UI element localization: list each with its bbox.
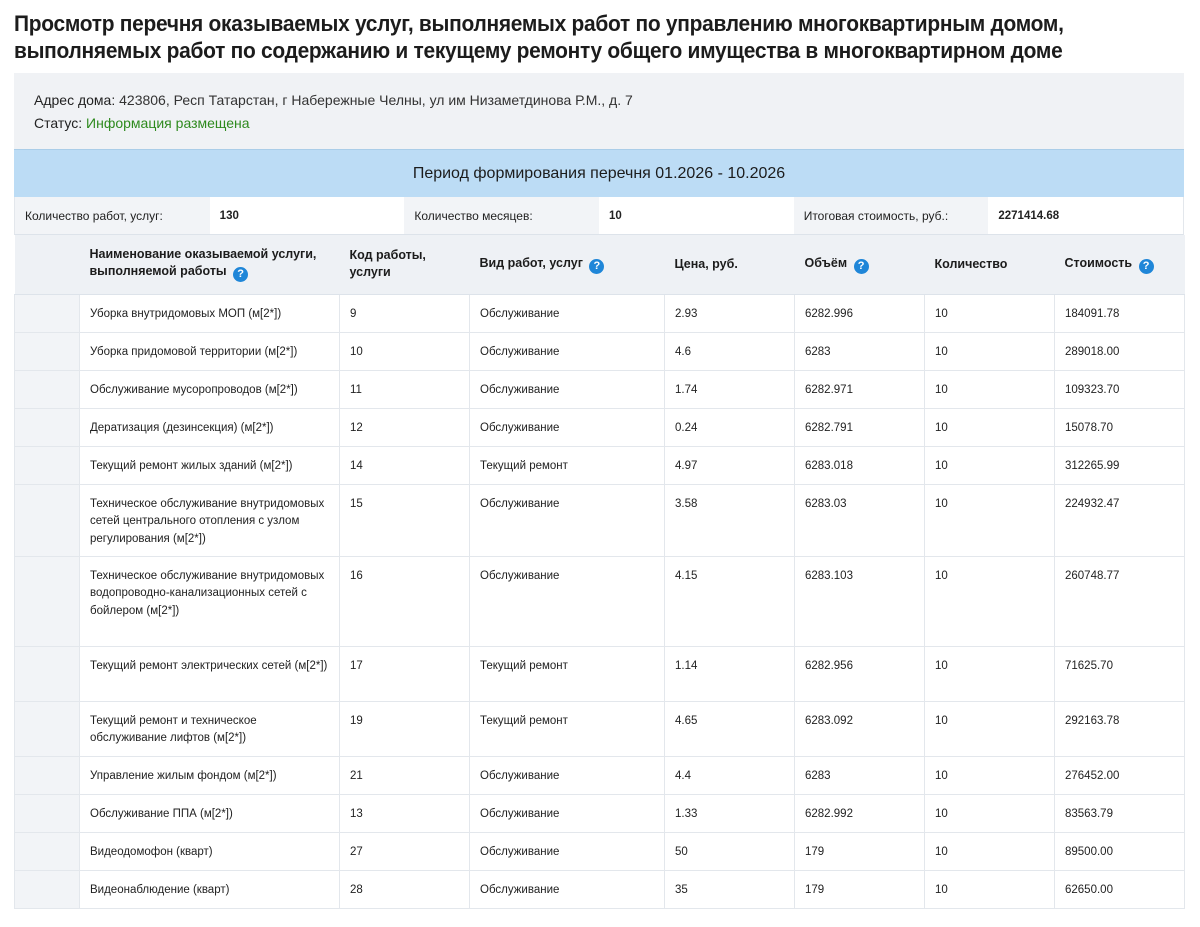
cell-quantity: 10: [925, 556, 1055, 646]
header-name-label: Наименование оказываемой услуги, выполняемой работы: [89, 247, 317, 279]
works-count-label: Количество работ, услуг:: [15, 197, 210, 234]
cell-kind: Текущий ремонт: [470, 646, 665, 701]
cell-kind: Обслуживание: [470, 832, 665, 870]
row-spacer: [15, 408, 80, 446]
cell-price: 4.65: [665, 701, 795, 756]
cell-kind: Текущий ремонт: [470, 701, 665, 756]
cell-price: 4.15: [665, 556, 795, 646]
header-volume: [795, 235, 925, 294]
page-title-line-2: выполняемых работ по содержанию и текущему ремонту общего имущества в многоквартирном доме: [14, 38, 1063, 63]
cell-price: 1.14: [665, 646, 795, 701]
cell-name: Видеодомофон (кварт): [80, 832, 340, 870]
page-title-line-1: Просмотр перечня оказываемых услуг, выполняемых работ по управлению многоквартирным домом,: [14, 11, 1064, 36]
status-value: Информация размещена: [86, 115, 250, 131]
cell-quantity: 10: [925, 646, 1055, 701]
cell-code: 17: [340, 646, 470, 701]
cell-kind: Обслуживание: [470, 794, 665, 832]
row-spacer: [15, 794, 80, 832]
header-quantity: [925, 235, 1055, 294]
header-spacer: [15, 235, 80, 294]
status-label: Статус:: [34, 115, 83, 131]
cell-code: 14: [340, 446, 470, 484]
header-cost: [1055, 235, 1185, 294]
cell-name: Обслуживание ППА (м[2*]): [80, 794, 340, 832]
cell-name: Уборка придомовой территории (м[2*]): [80, 332, 340, 370]
header-volume-label: Объём: [804, 255, 848, 270]
services-table-body: [15, 294, 1185, 908]
row-spacer: [15, 446, 80, 484]
cell-name: Дератизация (дезинсекция) (м[2*]): [80, 408, 340, 446]
page-title: [14, 10, 1102, 64]
cell-cost: 83563.79: [1055, 794, 1185, 832]
cell-volume: 6283: [795, 332, 925, 370]
cell-price: 1.74: [665, 370, 795, 408]
row-spacer: [15, 294, 80, 332]
header-price: [665, 235, 795, 294]
table-row: [15, 646, 1185, 701]
table-row: [15, 370, 1185, 408]
cell-cost: 224932.47: [1055, 484, 1185, 556]
cell-name: Техническое обслуживание внутридомовых сетей центрального отопления с узлом регулирования (м[2*]): [80, 484, 340, 556]
cell-price: 0.24: [665, 408, 795, 446]
cell-volume: 6283: [795, 756, 925, 794]
house-status: [34, 115, 250, 131]
cell-code: 19: [340, 701, 470, 756]
row-spacer: [15, 756, 80, 794]
cell-code: 28: [340, 870, 470, 908]
total-cost-label: Итоговая стоимость, руб.:: [794, 197, 989, 234]
cell-cost: 109323.70: [1055, 370, 1185, 408]
cell-quantity: 10: [925, 446, 1055, 484]
table-row: [15, 794, 1185, 832]
cell-code: 16: [340, 556, 470, 646]
row-spacer: [15, 646, 80, 701]
works-count-value: 130: [210, 197, 405, 234]
cell-quantity: 10: [925, 701, 1055, 756]
cell-volume: 179: [795, 832, 925, 870]
row-spacer: [15, 870, 80, 908]
table-row: [15, 408, 1185, 446]
cell-code: 9: [340, 294, 470, 332]
cell-volume: 6283.018: [795, 446, 925, 484]
cell-name: Техническое обслуживание внутридомовых водопроводно-канализационных сетей с бойлером (м[2*]): [80, 556, 340, 646]
house-info-panel: [14, 73, 1184, 149]
cell-cost: 15078.70: [1055, 408, 1185, 446]
cell-kind: Обслуживание: [470, 332, 665, 370]
help-icon[interactable]: ?: [854, 259, 869, 274]
cell-price: 2.93: [665, 294, 795, 332]
table-row: [15, 832, 1185, 870]
row-spacer: [15, 370, 80, 408]
cell-volume: 6282.956: [795, 646, 925, 701]
cell-name: Обслуживание мусоропроводов (м[2*]): [80, 370, 340, 408]
cell-cost: 62650.00: [1055, 870, 1185, 908]
cell-quantity: 10: [925, 870, 1055, 908]
cell-cost: 89500.00: [1055, 832, 1185, 870]
cell-cost: 312265.99: [1055, 446, 1185, 484]
cell-volume: 6283.103: [795, 556, 925, 646]
total-cost-value: 2271414.68: [988, 197, 1183, 234]
table-row: [15, 556, 1185, 646]
header-quantity-label: Количество: [934, 256, 1008, 271]
cell-kind: Обслуживание: [470, 370, 665, 408]
cell-code: 15: [340, 484, 470, 556]
row-spacer: [15, 832, 80, 870]
summary-bar: [14, 197, 1184, 235]
cell-name: Уборка внутридомовых МОП (м[2*]): [80, 294, 340, 332]
cell-code: 21: [340, 756, 470, 794]
table-row: [15, 294, 1185, 332]
cell-quantity: 10: [925, 756, 1055, 794]
table-row: [15, 332, 1185, 370]
cell-kind: Обслуживание: [470, 294, 665, 332]
cell-quantity: 10: [925, 794, 1055, 832]
cell-code: 13: [340, 794, 470, 832]
cell-code: 27: [340, 832, 470, 870]
cell-volume: 6282.791: [795, 408, 925, 446]
cell-quantity: 10: [925, 832, 1055, 870]
cell-volume: 6283.092: [795, 701, 925, 756]
header-cost-label: Стоимость: [1064, 255, 1133, 270]
cell-price: 4.4: [665, 756, 795, 794]
cell-volume: 6282.992: [795, 794, 925, 832]
table-row: [15, 484, 1185, 556]
cell-code: 11: [340, 370, 470, 408]
cell-name: Текущий ремонт и техническое обслуживание лифтов (м[2*]): [80, 701, 340, 756]
table-row: [15, 701, 1185, 756]
house-address: [34, 92, 633, 108]
cell-quantity: 10: [925, 332, 1055, 370]
cell-price: 50: [665, 832, 795, 870]
table-row: [15, 446, 1185, 484]
cell-code: 12: [340, 408, 470, 446]
cell-name: Текущий ремонт электрических сетей (м[2*]): [80, 646, 340, 701]
header-code-label: Код работы, услуги: [349, 248, 426, 280]
cell-name: Видеонаблюдение (кварт): [80, 870, 340, 908]
help-icon[interactable]: ?: [1139, 259, 1154, 274]
cell-quantity: 10: [925, 484, 1055, 556]
table-header-row: [15, 235, 1185, 294]
cell-code: 10: [340, 332, 470, 370]
cell-name: Текущий ремонт жилых зданий (м[2*]): [80, 446, 340, 484]
cell-price: 3.58: [665, 484, 795, 556]
services-table: [14, 235, 1185, 909]
table-row: [15, 870, 1185, 908]
cell-price: 4.6: [665, 332, 795, 370]
cell-cost: 260748.77: [1055, 556, 1185, 646]
cell-kind: Обслуживание: [470, 756, 665, 794]
cell-kind: Текущий ремонт: [470, 446, 665, 484]
cell-quantity: 10: [925, 370, 1055, 408]
cell-kind: Обслуживание: [470, 556, 665, 646]
cell-name: Управление жилым фондом (м[2*]): [80, 756, 340, 794]
help-icon[interactable]: ?: [589, 259, 604, 274]
help-icon[interactable]: ?: [233, 267, 248, 282]
months-label: Количество месяцев:: [404, 197, 599, 234]
header-code: [340, 235, 470, 294]
cell-price: 35: [665, 870, 795, 908]
header-kind-label: Вид работ, услуг: [479, 255, 583, 270]
cell-cost: 289018.00: [1055, 332, 1185, 370]
cell-volume: 6282.971: [795, 370, 925, 408]
cell-cost: 292163.78: [1055, 701, 1185, 756]
header-price-label: Цена, руб.: [674, 256, 738, 271]
cell-price: 4.97: [665, 446, 795, 484]
address-value: 423806, Респ Татарстан, г Набережные Челны, ул им Низаметдинова Р.М., д. 7: [119, 92, 633, 108]
cell-cost: 276452.00: [1055, 756, 1185, 794]
header-name: [80, 235, 340, 294]
months-value: 10: [599, 197, 794, 234]
cell-kind: Обслуживание: [470, 484, 665, 556]
cell-cost: 71625.70: [1055, 646, 1185, 701]
cell-quantity: 10: [925, 294, 1055, 332]
period-header: Период формирования перечня 01.2026 - 10.2026: [14, 149, 1184, 197]
cell-kind: Обслуживание: [470, 870, 665, 908]
address-label: Адрес дома:: [34, 92, 116, 108]
header-kind: [470, 235, 665, 294]
row-spacer: [15, 701, 80, 756]
row-spacer: [15, 556, 80, 646]
cell-quantity: 10: [925, 408, 1055, 446]
cell-cost: 184091.78: [1055, 294, 1185, 332]
row-spacer: [15, 484, 80, 556]
row-spacer: [15, 332, 80, 370]
cell-volume: 6283.03: [795, 484, 925, 556]
cell-kind: Обслуживание: [470, 408, 665, 446]
cell-volume: 179: [795, 870, 925, 908]
cell-price: 1.33: [665, 794, 795, 832]
cell-volume: 6282.996: [795, 294, 925, 332]
table-row: [15, 756, 1185, 794]
